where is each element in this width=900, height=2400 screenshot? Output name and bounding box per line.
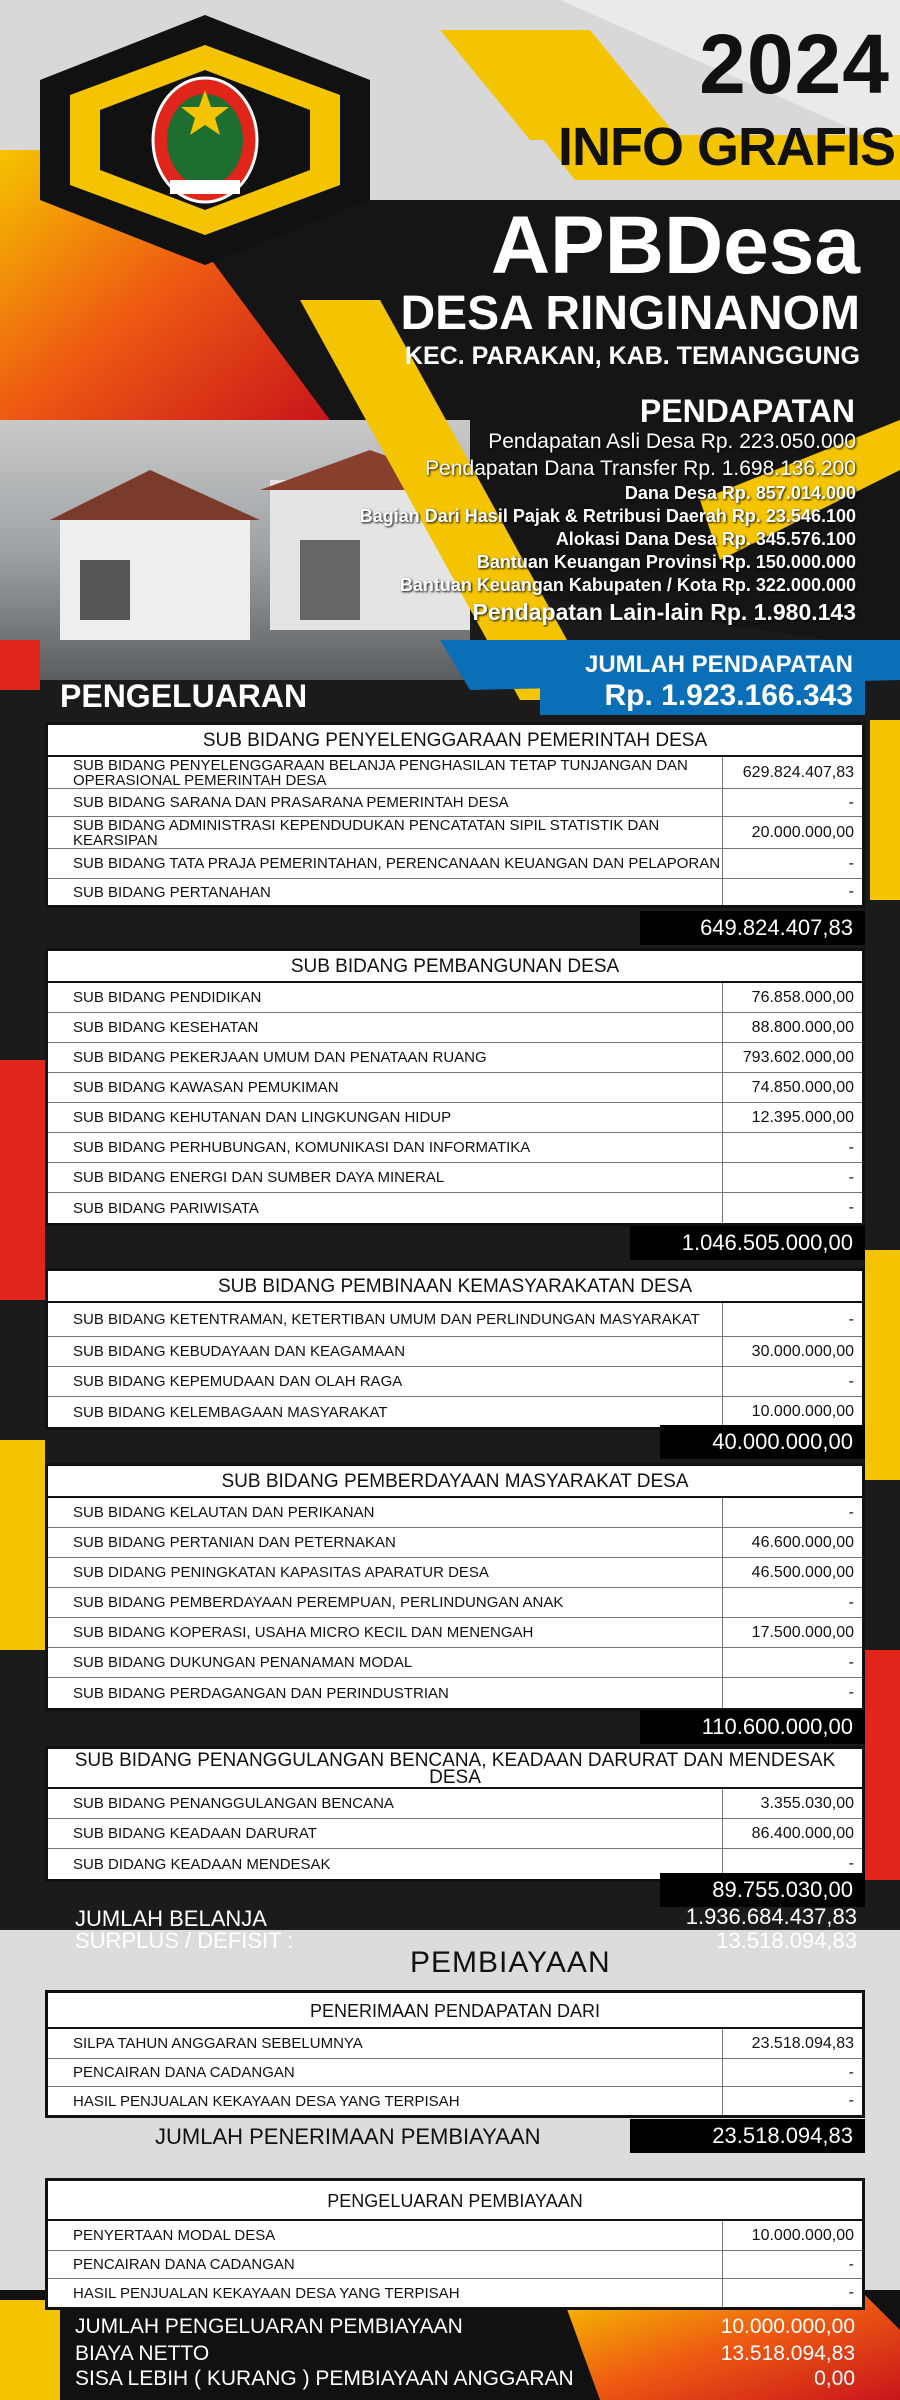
row-label: SUB BIDANG PERDAGANGAN DAN PERINDUSTRIAN (73, 1684, 449, 1702)
row-label: SUB BIDANG PERHUBUNGAN, KOMUNIKASI DAN INFORMATIKA (73, 1139, 531, 1156)
row-label: SUB BIDANG PENYELENGGARAAN BELANJA PENGHASILAN TETAP TUNJANGAN DAN OPERASIONAL PEMERINTAH DESA (73, 756, 688, 789)
row-label: SUB BIDANG KEPEMUDAAN DAN OLAH RAGA (73, 1373, 403, 1390)
row-value: 3.355.030,00 (722, 1789, 862, 1818)
row-value: - (722, 1678, 862, 1708)
table-title: PENERIMAAN PENDAPATAN DARI (48, 1993, 862, 2029)
table-row (48, 1588, 862, 1618)
row-label: HASIL PENJUALAN KEKAYAAN DESA YANG TERPISAH (73, 2284, 460, 2302)
row-label: SUB BIDANG DUKUNGAN PENANAMAN MODAL (73, 1654, 413, 1671)
table-row (48, 1193, 862, 1223)
table-row (48, 1337, 862, 1367)
table-total: 40.000.000,00 (660, 1425, 865, 1459)
table-row (48, 2221, 862, 2251)
pendapatan-item: Bagian Dari Hasil Pajak & Retribusi Daerah Rp. 23.546.100 (359, 506, 856, 526)
row-value: - (722, 879, 862, 905)
table-row (48, 1397, 862, 1427)
info-grafis-heading: INFO GRAFIS (558, 117, 895, 177)
row-value: 86.400.000,00 (722, 1819, 862, 1848)
row-label: SUB BIDANG PENANGGULANGAN BENCANA (73, 1795, 394, 1812)
row-value: 30.000.000,00 (722, 1337, 862, 1366)
table-pemberdayaan-masyarakat (45, 1463, 865, 1711)
footer-value: 10.000.000,00 (720, 2315, 855, 2338)
table-row (48, 1618, 862, 1648)
kabupaten-logo (40, 15, 370, 265)
row-label: SUB BIDANG ENERGI DAN SUMBER DAYA MINERAL (73, 1169, 445, 1186)
table-row (48, 2059, 862, 2087)
footer-value: 13.518.094,83 (720, 2342, 855, 2365)
row-label: SUB BIDANG PENDIDIKAN (73, 989, 262, 1006)
row-value: - (722, 2251, 862, 2278)
table-penerimaan-pembiayaan (45, 1990, 865, 2118)
footer-sisa-lebih (75, 2368, 855, 2390)
jumlah-belanja-value: 1.936.684.437,83 (685, 1904, 857, 1929)
table-title: SUB BIDANG PEMBANGUNAN DESA (48, 951, 862, 983)
pendapatan-item: Pendapatan Asli Desa Rp. 223.050.000 (488, 430, 856, 453)
table-pemerintah-desa (45, 722, 865, 908)
table-row (48, 1073, 862, 1103)
row-value: 23.518.094,83 (722, 2029, 862, 2058)
table-row (48, 1528, 862, 1558)
table-row (48, 2251, 862, 2279)
row-value: - (722, 1303, 862, 1336)
pendapatan-item: Dana Desa Rp. 857.014.000 (624, 483, 856, 503)
jumlah-pendapatan-value: Rp. 1.923.166.343 (604, 679, 853, 712)
row-label: SUB BIDANG TATA PRAJA PEMERINTAHAN, PERENCANAAN KEUANGAN DAN PELAPORAN (73, 855, 721, 872)
row-value: 629.824.407,83 (722, 757, 862, 788)
row-value: - (722, 849, 862, 878)
table-title: SUB BIDANG PENANGGULANGAN BENCANA, KEADAAN DARURAT DAN MENDESAK DESA (48, 1749, 862, 1789)
row-label: SUB BIDANG KETENTRAMAN, KETERTIBAN UMUM DAN PERLINDUNGAN MASYARAKAT (73, 1311, 700, 1328)
pengeluaran-title: PENGELUARAN (60, 678, 308, 714)
row-value: 10.000.000,00 (722, 2221, 862, 2250)
table-row (48, 1133, 862, 1163)
row-label: SUB BIDANG PEKERJAAN UMUM DAN PENATAAN RUANG (73, 1049, 487, 1066)
row-label: HASIL PENJUALAN KEKAYAAN DESA YANG TERPISAH (73, 2092, 460, 2110)
row-value: - (722, 1193, 862, 1223)
row-label: SUB BIDANG KOPERASI, USAHA MICRO KECIL DAN MENENGAH (73, 1624, 534, 1641)
row-value: 12.395.000,00 (722, 1103, 862, 1132)
row-label: SUB BIDANG PEMBERDAYAAN PEREMPUAN, PERLINDUNGAN ANAK (73, 1594, 564, 1611)
row-value: - (722, 1367, 862, 1396)
row-value: 17.500.000,00 (722, 1618, 862, 1647)
table-row (48, 1013, 862, 1043)
row-value: 793.602.000,00 (722, 1043, 862, 1072)
row-value: - (722, 1648, 862, 1677)
pendapatan-title: PENDAPATAN (639, 393, 855, 429)
row-label: PENYERTAAN MODAL DESA (73, 2227, 276, 2244)
table-row (48, 983, 862, 1013)
table-title: PENGELUARAN PEMBIAYAAN (48, 2181, 862, 2221)
pendapatan-item: Alokasi Dana Desa Rp. 345.576.100 (555, 529, 856, 549)
surplus-label: SURPLUS / DEFISIT : (75, 1928, 294, 1953)
row-value: - (722, 1849, 862, 1879)
row-label: SUB BIDANG SARANA DAN PRASARANA PEMERINTAH DESA (73, 794, 509, 811)
row-value: - (722, 2059, 862, 2086)
table-row (48, 2029, 862, 2059)
table-row (48, 1819, 862, 1849)
table-row (48, 1789, 862, 1819)
table-row (48, 1163, 862, 1193)
table-row (48, 2087, 862, 2115)
apbdesa-title: APBDesa (490, 200, 860, 291)
pendapatan-item: Bantuan Keuangan Provinsi Rp. 150.000.000 (476, 552, 856, 572)
footer-label: JUMLAH PENGELUARAN PEMBIAYAAN (75, 2315, 463, 2338)
table-row (48, 2279, 862, 2307)
row-label: PENCAIRAN DANA CADANGAN (73, 2064, 295, 2081)
row-label: SUB BIDANG ADMINISTRASI KEPENDUDUKAN PENCATATAN SIPIL STATISTIK DAN KEARSIPAN (73, 816, 660, 849)
row-label: SUB BIDANG KEADAAN DARURAT (73, 1825, 317, 1842)
row-value: - (722, 1588, 862, 1617)
row-value: 20.000.000,00 (722, 817, 862, 848)
row-label: SUB BIDANG KEBUDAYAAN DAN KEAGAMAAN (73, 1343, 406, 1360)
row-value: - (722, 1133, 862, 1162)
pembiayaan-title: PEMBIAYAAN (410, 1946, 611, 1979)
row-label: SUB BIDANG KELAUTAN DAN PERIKANAN (73, 1504, 375, 1521)
row-value: 74.850.000,00 (722, 1073, 862, 1102)
pendapatan-item: Pendapatan Lain-lain Rp. 1.980.143 (472, 599, 856, 625)
row-value: 46.500.000,00 (722, 1558, 862, 1587)
row-label: SUB BIDANG KELEMBAGAAN MASYARAKAT (73, 1403, 388, 1421)
table-pembinaan-kemasyarakatan (45, 1268, 865, 1430)
footer-jumlah-pengeluaran (75, 2316, 855, 2338)
table-row (48, 789, 862, 817)
row-value: - (722, 1498, 862, 1527)
footer-label: BIAYA NETTO (75, 2342, 210, 2365)
table-row (48, 1678, 862, 1708)
table-row (48, 1103, 862, 1133)
pendapatan-item: Pendapatan Dana Transfer Rp. 1.698.136.200 (425, 457, 856, 480)
row-label: PENCAIRAN DANA CADANGAN (73, 2256, 295, 2273)
row-value: - (722, 789, 862, 816)
row-label: SUB BIDANG PERTANAHAN (73, 883, 271, 901)
year-heading: 2024 (699, 17, 890, 111)
jumlah-pendapatan-box (540, 645, 865, 715)
table-row (48, 757, 862, 789)
pendapatan-item: Bantuan Keuangan Kabupaten / Kota Rp. 322.000.000 (399, 575, 856, 595)
table-row (48, 817, 862, 849)
row-value: - (722, 1163, 862, 1192)
kecamatan-line: KEC. PARAKAN, KAB. TEMANGGUNG (404, 342, 860, 370)
row-label: SUB BIDANG PERTANIAN DAN PETERNAKAN (73, 1534, 396, 1551)
desa-name: DESA RINGINANOM (400, 287, 860, 340)
row-value: 76.858.000,00 (722, 983, 862, 1012)
footer-value: 0,00 (814, 2367, 855, 2390)
table-row (48, 1303, 862, 1337)
row-label: SUB BIDANG PARIWISATA (73, 1199, 259, 1217)
jumlah-penerimaan-label: JUMLAH PENERIMAAN PEMBIAYAAN (155, 2124, 541, 2149)
jumlah-penerimaan-value: 23.518.094,83 (630, 2119, 865, 2153)
table-row (48, 1648, 862, 1678)
row-label: SUB DIDANG KEADAAN MENDESAK (73, 1855, 331, 1873)
table-row (48, 1043, 862, 1073)
table-total: 1.046.505.000,00 (630, 1226, 865, 1260)
table-row (48, 879, 862, 905)
row-label: SILPA TAHUN ANGGARAN SEBELUMNYA (73, 2035, 363, 2052)
table-row (48, 1498, 862, 1528)
footer-label: SISA LEBIH ( KURANG ) PEMBIAYAAN ANGGARAN (75, 2367, 574, 2390)
jumlah-pendapatan-label: JUMLAH PENDAPATAN (585, 651, 853, 678)
table-title: SUB BIDANG PENYELENGGARAAN PEMERINTAH DESA (48, 725, 862, 757)
pendapatan-list (200, 428, 856, 627)
table-title: SUB BIDANG PEMBERDAYAAN MASYARAKAT DESA (48, 1466, 862, 1498)
row-value: 10.000.000,00 (722, 1397, 862, 1427)
table-total: 649.824.407,83 (640, 911, 865, 945)
row-value: - (722, 2279, 862, 2307)
table-total: 110.600.000,00 (640, 1710, 865, 1744)
table-total: 89.755.030,00 (660, 1873, 865, 1907)
table-row (48, 1558, 862, 1588)
table-row (48, 849, 862, 879)
table-pengeluaran-pembiayaan (45, 2178, 865, 2310)
table-pembangunan-desa (45, 948, 865, 1226)
row-value: - (722, 2087, 862, 2115)
footer-biaya-netto (75, 2343, 855, 2365)
surplus-value: 13.518.094,83 (716, 1928, 857, 1953)
row-label: SUB BIDANG KEHUTANAN DAN LINGKUNGAN HIDUP (73, 1109, 452, 1126)
table-penanggulangan-bencana (45, 1746, 865, 1882)
table-title: SUB BIDANG PEMBINAAN KEMASYARAKATAN DESA (48, 1271, 862, 1303)
row-label: SUB DIDANG PENINGKATAN KAPASITAS APARATUR DESA (73, 1564, 489, 1581)
row-value: 88.800.000,00 (722, 1013, 862, 1042)
row-label: SUB BIDANG KESEHATAN (73, 1019, 259, 1036)
row-value: 46.600.000,00 (722, 1528, 862, 1557)
row-label: SUB BIDANG KAWASAN PEMUKIMAN (73, 1079, 339, 1096)
table-row (48, 1367, 862, 1397)
jumlah-belanja-label: JUMLAH BELANJA (75, 1906, 267, 1931)
